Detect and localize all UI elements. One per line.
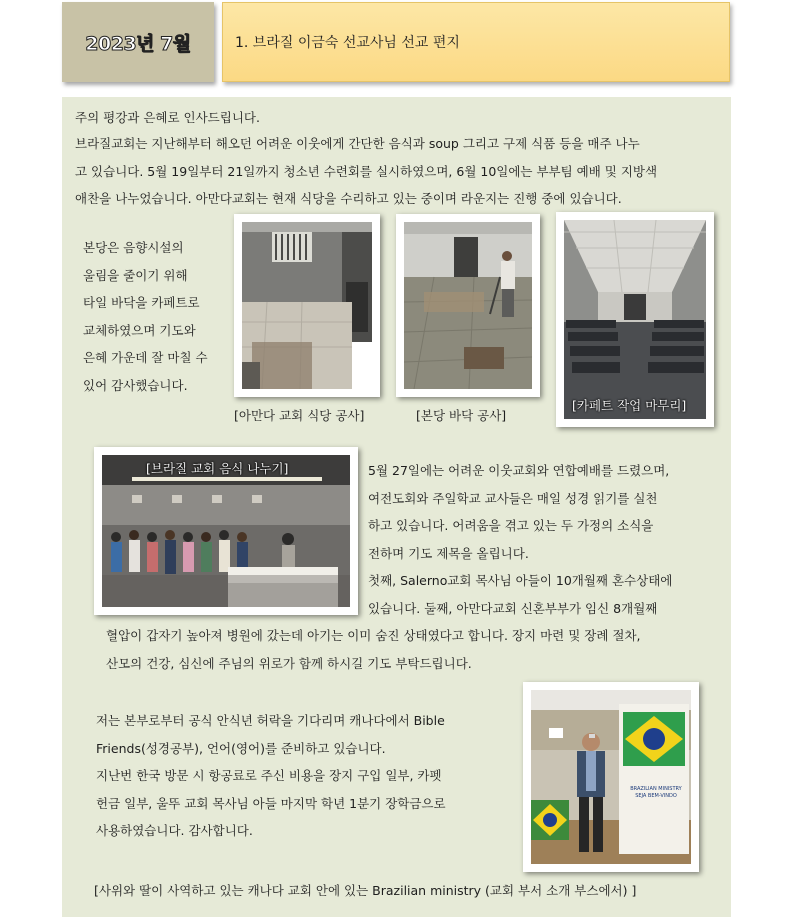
kitchen-caption: [아만다 교회 식당 공사]: [234, 408, 365, 423]
floor-paragraph: [83, 234, 243, 399]
banner-line-1: BRAZILIAN MINISTRY: [630, 786, 682, 792]
floor-line: 본당은 음향시설의: [83, 240, 184, 255]
date-box: [62, 2, 214, 82]
food-sharing-photo: [94, 447, 358, 615]
intro-line: 브라질교회는 지난해부터 해오던 어려운 이웃에게 간단한 음식과 soup 그리고 구제 식품 등을 매주 나누: [75, 136, 640, 151]
prayer-line: 혈압이 갑자기 높아져 병원에 갔는데 아기는 이미 숨진 상태였다고 합니다. 장지 마련 및 장례 절차,: [106, 628, 641, 643]
floor-line: 은혜 가운데 잘 마칠 수: [83, 350, 208, 365]
intro-paragraph: [75, 130, 725, 213]
floor-line: 울림을 줄이기 위해: [83, 267, 188, 283]
floor-line: 있어 감사했습니다.: [83, 377, 188, 393]
prayer-line: 전하며 기도 제목을 올립니다.: [368, 545, 529, 561]
food-sharing-photo-image: [102, 455, 350, 607]
prayer-line: 여전도회와 주일학교 교사들은 매일 성경 읽기를 실천: [368, 490, 658, 506]
prayer-paragraph-full: [106, 622, 726, 677]
carpet-photo-image: [564, 220, 706, 419]
closing-line: Friends(성경공부), 언어(영어)를 준비하고 있습니다.: [96, 740, 386, 756]
final-caption: [사위와 딸이 사역하고 있는 캐나다 교회 안에 있는 Brazilian ministry (교회 부서 소개 부스에서) ]: [94, 883, 637, 898]
banner-line-2: SEJA BEM-VINDO: [635, 793, 677, 799]
kitchen-photo-image: [242, 222, 372, 389]
closing-line: 사용하였습니다. 감사합니다.: [96, 823, 253, 838]
intro-line: 고 있습니다. 5월 19일부터 21일까지 청소년 수련회를 실시하였으며, 6월 10일에는 부부팀 예배 및 지방색: [75, 163, 658, 179]
banner-text: [625, 786, 687, 800]
closing-line: 지난번 한국 방문 시 항공료로 주신 비용을 장지 구입 일부, 카펫: [96, 768, 442, 783]
prayer-line: 하고 있습니다. 어려움을 겪고 있는 두 가정의 소식을: [368, 518, 654, 533]
letter-title: 1. 브라질 이금숙 선교사님 선교 편지: [235, 35, 460, 51]
floor-caption: [본당 바닥 공사]: [416, 408, 507, 423]
kitchen-photo: [234, 214, 380, 397]
food-sharing-caption: [브라질 교회 음식 나누기]: [146, 461, 289, 476]
closing-line: 저는 본부로부터 공식 안식년 허락을 기다리며 캐나다에서 Bible: [96, 713, 445, 728]
floor-photo-image: [404, 222, 532, 389]
prayer-line: 첫째, Salerno교회 목사님 아들이 10개월째 혼수상태에: [368, 573, 673, 588]
closing-paragraph: [96, 707, 516, 845]
floor-line: 타일 바닥을 카페트로: [83, 295, 200, 310]
prayer-line: 있습니다. 둘째, 아만다교회 신혼부부가 임신 8개월째: [368, 600, 658, 616]
intro-line: 애찬을 나누었습니다. 아만다교회는 현재 식당을 수리하고 있는 중이며 라운지는 진행 중에 있습니다.: [75, 191, 622, 206]
greeting: 주의 평강과 은혜로 인사드립니다.: [75, 110, 260, 125]
ministry-booth-photo-image: [531, 690, 691, 864]
date-label: 2023년 7월: [85, 32, 191, 55]
title-box: [222, 2, 730, 82]
closing-line: 헌금 일부, 울뚜 교회 목사님 아들 마지막 학년 1분기 장학금으로: [96, 795, 446, 811]
carpet-caption: [카페트 작업 마무리]: [572, 398, 687, 413]
letter-panel: [62, 97, 731, 917]
prayer-paragraph-right: [368, 457, 728, 622]
carpet-photo: [556, 212, 714, 427]
floor-photo: [396, 214, 540, 397]
ministry-booth-photo: [523, 682, 699, 872]
prayer-line: 5월 27일에는 어려운 이웃교회와 연합예배를 드렸으며,: [368, 463, 670, 478]
floor-line: 교체하였으며 기도와: [83, 322, 196, 338]
prayer-line: 산모의 건강, 심신에 주님의 위로가 함께 하시길 기도 부탁드립니다.: [106, 655, 472, 671]
